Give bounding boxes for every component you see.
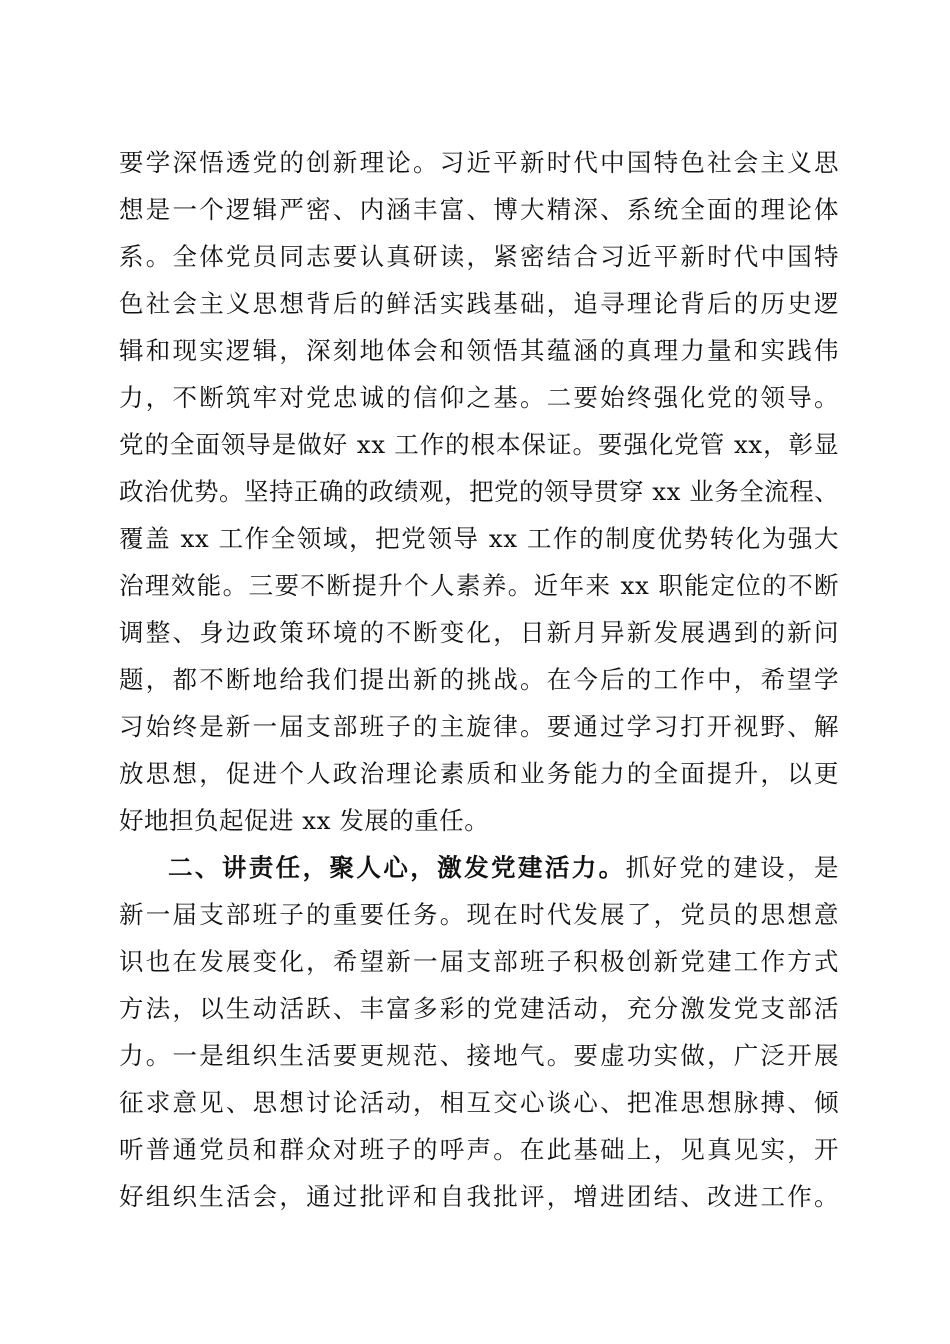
section-heading: 二、讲责任，聚人心，激发党建活力。 <box>168 853 626 882</box>
text-line: 系。全体党员同志要认真研读，紧密结合习近平新时代中国特 <box>119 242 839 271</box>
paragraph-first-line <box>119 844 839 891</box>
text-line: 治理效能。三要不断提升个人素养。近年来 xx 职能定位的不断 <box>119 571 839 600</box>
text-line: 听普通党员和群众对班子的呼声。在此基础上，见真见实，开 <box>119 1135 839 1164</box>
text-line: 习始终是新一届支部班子的主旋律。要通过学习打开视野、解 <box>119 712 839 741</box>
text-line: 好地担负起促进 xx 发展的重任。 <box>119 806 490 835</box>
heading-continuation: 抓好党的建设，是 <box>625 853 840 882</box>
paragraph-responsibility <box>119 844 839 1220</box>
text-line: 新一届支部班子的重要任务。现在时代发展了，党员的思想意 <box>119 900 839 929</box>
paragraph-study-theory <box>119 139 839 844</box>
text-line: 征求意见、思想讨论活动，相互交心谈心、把准思想脉搏、倾 <box>119 1088 839 1117</box>
text-line: 调整、身边政策环境的不断变化，日新月异新发展遇到的新问 <box>119 618 839 647</box>
text-line: 好组织生活会，通过批评和自我批评，增进团结、改进工作。 <box>119 1182 839 1211</box>
text-line: 方法，以生动活跃、丰富多彩的党建活动，充分激发党支部活 <box>119 994 839 1023</box>
text-line: 识也在发展变化，希望新一届支部班子积极创新党建工作方式 <box>119 947 839 976</box>
text-line: 辑和现实逻辑，深刻地体会和领悟其蕴涵的真理力量和实践伟 <box>119 336 839 365</box>
text-line: 党的全面领导是做好 xx 工作的根本保证。要强化党管 xx，彰显 <box>119 430 839 459</box>
text-line: 想是一个逻辑严密、内涵丰富、博大精深、系统全面的理论体 <box>119 195 839 224</box>
text-line: 覆盖 xx 工作全领域，把党领导 xx 工作的制度优势转化为强大 <box>119 524 839 553</box>
text-line: 力。一是组织生活要更规范、接地气。要虚功实做，广泛开展 <box>119 1041 839 1070</box>
text-line: 要学深悟透党的创新理论。习近平新时代中国特色社会主义思 <box>119 148 839 177</box>
text-line: 政治优势。坚持正确的政绩观，把党的领导贯穿 xx 业务全流程、 <box>119 477 840 506</box>
text-line: 题，都不断地给我们提出新的挑战。在今后的工作中，希望学 <box>119 665 839 694</box>
text-line: 力，不断筑牢对党忠诚的信仰之基。二要始终强化党的领导。 <box>119 383 839 412</box>
document-body <box>119 139 839 1220</box>
text-line: 放思想，促进个人政治理论素质和业务能力的全面提升，以更 <box>119 759 839 788</box>
text-line: 色社会主义思想背后的鲜活实践基础，追寻理论背后的历史逻 <box>119 289 839 318</box>
